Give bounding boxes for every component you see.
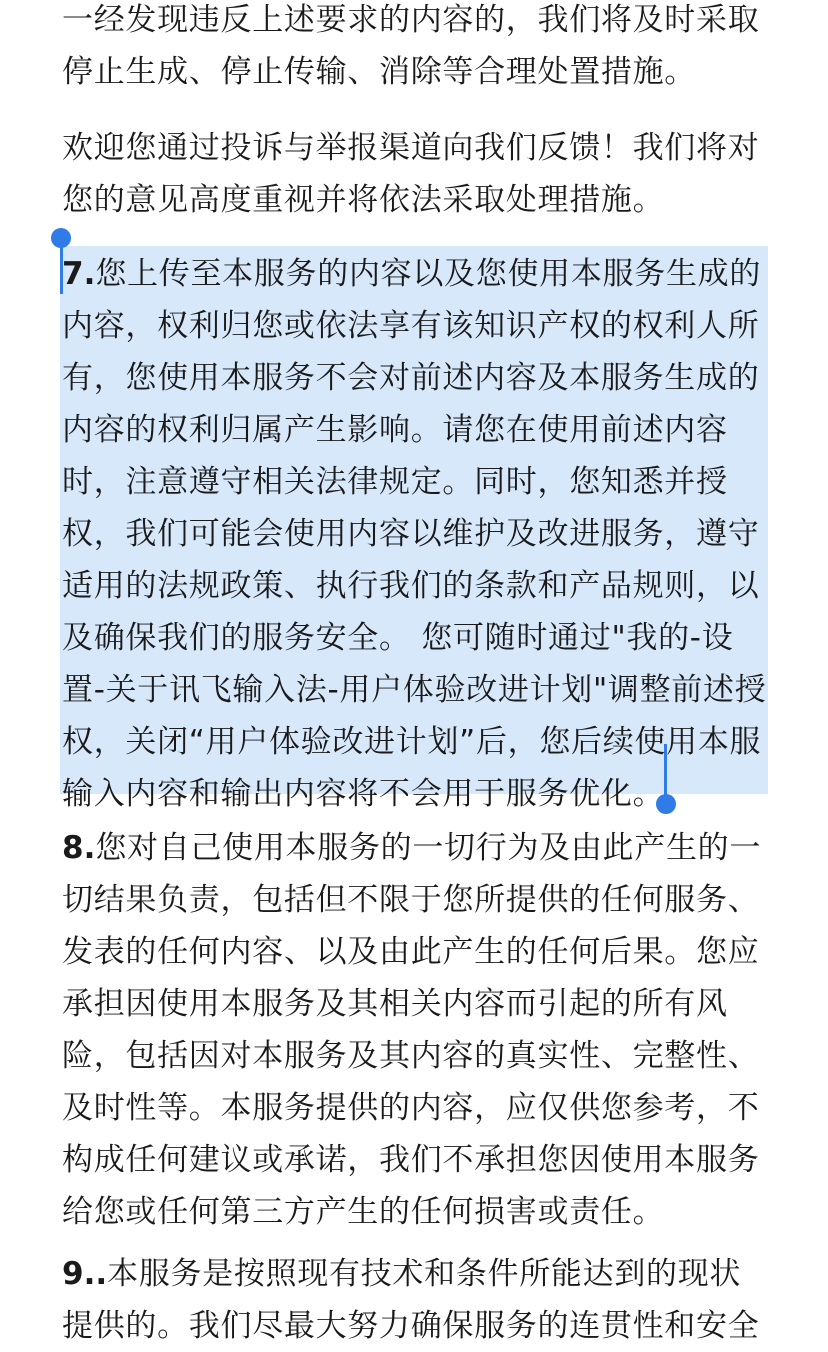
paragraph-line: 及时性等。本服务提供的内容，应仅供您参考，不 (62, 1090, 760, 1126)
paragraph-line (62, 1248, 759, 1300)
paragraph-line: 内容的权利归属产生影响。请您在使用前述内容 (62, 412, 728, 448)
paragraph-8 (62, 822, 761, 1238)
paragraph-feedback (62, 122, 759, 226)
paragraph-line: 给您或任何第三方产生的任何损害或责任。 (62, 1194, 665, 1230)
paragraph-line: 权，我们可能会使用内容以维护及改进服务，遵守 (62, 516, 760, 552)
paragraph-line: 发表的任何内容、以及由此产生的任何后果。您应 (62, 934, 760, 970)
paragraph-line: 欢迎您通过投诉与举报渠道向我们反馈！我们将对 (62, 130, 760, 166)
paragraph-line: 一经发现违反上述要求的内容的，我们将及时采取 (62, 2, 760, 38)
selection-start-handle[interactable] (51, 228, 71, 248)
paragraph-line: 切结果负责，包括但不限于您所提供的任何服务、 (62, 882, 760, 918)
clause-number: 8. (62, 830, 96, 866)
paragraph-line: 您的意见高度重视并将依法采取处理措施。 (62, 182, 665, 218)
clause-first-line-text: 本服务是按照现有技术和条件所能达到的现状 (107, 1256, 742, 1292)
paragraph-line (62, 822, 761, 874)
paragraph-line: 停止生成、停止传输、消除等合理处置措施。 (62, 54, 696, 90)
paragraph-line: 有，您使用本服务不会对前述内容及本服务生成的 (62, 360, 760, 396)
paragraph-line: 及确保我们的服务安全。 您可随时通过"我的-设 (62, 620, 734, 656)
paragraph-line: 承担因使用本服务及其相关内容而引起的所有风 (62, 986, 728, 1022)
paragraph-line: 适用的法规政策、执行我们的条款和产品规则，以 (62, 568, 760, 604)
paragraph-7-selected[interactable] (62, 248, 766, 820)
paragraph-line: 置-关于讯飞输入法-用户体验改进计划"调整前述授 (62, 672, 767, 708)
paragraph-line: 提供的。我们尽最大努力确保服务的连贯性和安全 (62, 1308, 760, 1344)
paragraph-line (62, 248, 766, 300)
paragraph-line: 险，包括因对本服务及其内容的真实性、完整性、 (62, 1038, 760, 1074)
clause-first-line-text: 您对自己使用本服务的一切行为及由此产生的一 (95, 830, 762, 866)
paragraph-9 (62, 1248, 759, 1352)
paragraph-line: 时，注意遵守相关法律规定。同时，您知悉并授 (62, 464, 728, 500)
paragraph-line: 构成任何建议或承诺，我们不承担您因使用本服务 (62, 1142, 760, 1178)
clause-number: 9.. (62, 1256, 108, 1292)
clause-first-line-text: 您上传至本服务的内容以及您使用本服务生成的 (95, 256, 762, 292)
clause-number: 7. (62, 256, 96, 292)
paragraph-line: 权，关闭“用户体验改进计划”后，您后续使用本服 (62, 724, 762, 760)
paragraph-line: 内容，权利归您或依法享有该知识产权的权利人所 (62, 308, 760, 344)
paragraph-line: 输入内容和输出内容将不会用于服务优化。 (62, 776, 665, 812)
paragraph-violation-handling (62, 0, 759, 98)
